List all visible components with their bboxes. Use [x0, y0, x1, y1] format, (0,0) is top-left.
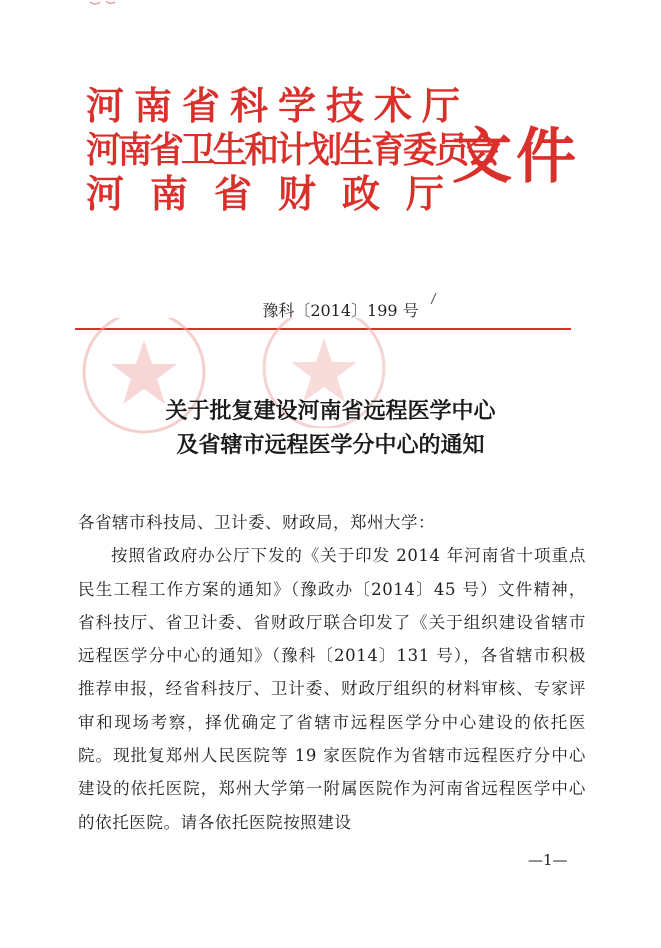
salutation: 各省辖市科技局、卫计委、财政局，郑州大学： — [78, 513, 435, 532]
body-paragraph: 按照省政府办公厅下发的《关于印发 2014 年河南省十项重点民生工程工作方案的通知》（豫政办〔2014〕45 号）文件精神，省科技厅、省卫计委、省财政厅联合印发了《关于组织建设省辖市远程医学分中心的通知》（豫科〔2014〕131 号），各省辖市积极推荐申报，经省科技厅、卫计委、财政厅组织的材料审核、专家评审和现场考察，择优确定了省辖市远程医学分中心建设的依托医院。现批复郑州人民医院等 19 家医院作为省辖市远程医疗分中心建设的依托医院，郑州大学第一附属医院作为河南省远程医学中心的依托医院。请各依托医院按照建设 — [78, 546, 586, 832]
title-line-2: 及省辖市远程医学分中心的通知 — [176, 432, 485, 458]
issuer-health-commission: 河南省卫生和计划生育委员会 — [86, 129, 498, 171]
document-body — [78, 506, 586, 839]
page-number: —1— — [528, 851, 568, 869]
issuer-science-department: 河南省科学技术厅 — [86, 83, 471, 128]
document-type-label: 文件 — [452, 122, 580, 192]
title-line-1: 关于批复建设河南省远程医学中心 — [165, 398, 496, 424]
document-number: 豫科〔2014〕199 号 — [262, 301, 419, 320]
document-title — [0, 394, 661, 462]
issuing-authorities — [86, 83, 498, 216]
top-pen-mark — [88, 0, 118, 8]
issuer-finance-department: 河南省财政厅 — [86, 171, 471, 216]
